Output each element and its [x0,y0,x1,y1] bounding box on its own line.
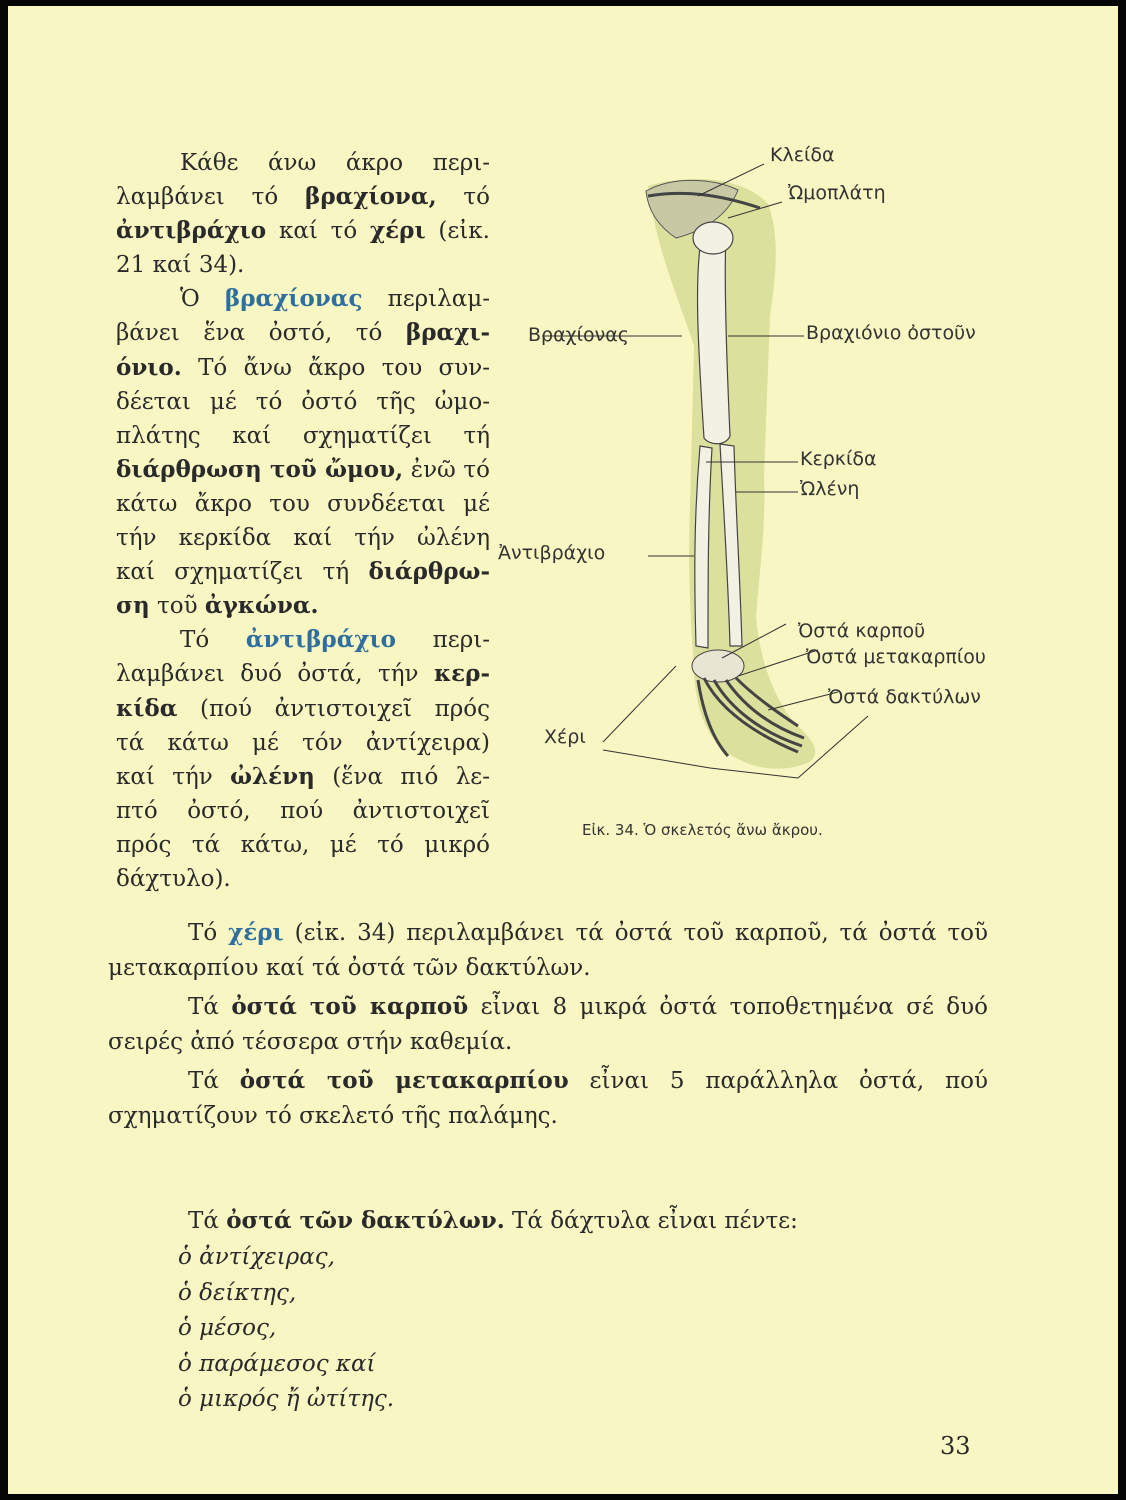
label-clavicle: Κλείδα [770,144,835,166]
paragraph-limb-parts: Κάθε άνω άκρο περι- [180,150,490,176]
list-item: ὁ μέσος, [178,1315,277,1341]
label-forearm: Ἀντιβράχιο [498,542,606,564]
figure-caption: Εἰκ. 34. Ὁ σκελετός ἄνω ἄκρου. [582,821,823,839]
list-item: ὁ παράμεσος καί [178,1350,376,1377]
page-number: 33 [940,1432,971,1460]
label-phalanges: Ὀστά δακτύλων [828,686,981,708]
list-item: ὁ δείκτης, [178,1279,297,1306]
carpals-shape [692,650,744,682]
paragraph-forearm: Τό ἀντιβράχιο περι- [180,626,491,654]
label-scapula: Ὠμοπλάτη [788,182,886,204]
label-upper-arm: Βραχίονας [528,324,629,346]
paragraph-carpus: Τά ὀστά τοῦ καρποῦ εἶναι 8 μικρά ὀστά τοποθετημένα σέ δυό σειρές ἀπό τέσσερα στήν καθεμία. [108,993,988,1055]
text-column: Κάθε άνω άκρο περι- λαμβάνει τό βραχίονα, τό ἀντιβράχιο καί τό χέρι (εἰκ. 21 καί 34). Ὁ βραχίονας περιλαμ- βάνει ἕνα ὀστό, τό βραχι- όνιο. Τό ἄνω ἄκρο του συν- δέεται μέ τό ὀστό τῆς ὠμο- πλάτης καί σχηματίζει τή διάρθρωση τοῦ ὤμου, ἐνῶ τό κάτω ἄκρο του συνδέεται μέ τήν κερκίδα καί τήν ὠλένη καί σχηματίζει τή διάρθρω- ση τοῦ ἀγκώνα. Τό ἀντιβράχιο περι- λαμβάνει δυό ὀστά, τήν κερ- κίδα (πού ἀντιστοιχεῖ πρός τά κάτω μέ τόν ἀντίχειρα) καί τήν ὠλένη (ἕνα πιό λε- πτό ὀστό, πού ἀντιστοιχεῖ πρός τά κάτω, μέ τό μικρό δάχτυλο). [116,146,490,896]
label-metacarpals: Ὀστά μετακαρπίου [806,646,986,668]
label-carpals: Ὀστά καρποῦ [798,620,926,642]
label-hand: Χέρι [544,726,586,748]
label-radius: Κερκίδα [800,448,877,470]
book-page [8,6,1118,1494]
list-item: ὁ ἀντίχειρας, [178,1244,335,1270]
paragraph-fingers: Τά ὀστά τῶν δακτύλων. Τά δάχτυλα εἶναι πέντε: [188,1207,798,1234]
paragraph-upper-arm: Ὁ βραχίονας περιλαμ- [180,285,490,313]
paragraph-metacarpus: Τά ὀστά τοῦ μετακαρπίου εἶναι 5 παράλληλα ὀστά, πού σχηματίζουν τό σκελετό τῆς παλάμης. [108,1067,988,1129]
humerus-shape [698,234,730,444]
humeral-head [693,222,733,254]
label-humerus: Βραχιόνιο ὀστοῦν [806,322,976,344]
list-item: ὁ μικρός ἤ ὠτίτης. [178,1386,395,1412]
paragraph-hand: Τό χέρι (εἰκ. 34) περιλαμβάνει τά ὀστά τοῦ καρποῦ, τά ὀστά τοῦ μετακαρπίου καί τά ὀστά τῶν δακτύλων. [108,919,989,981]
finger-list [178,1240,394,1418]
label-ulna: Ὠλένη [800,478,860,500]
